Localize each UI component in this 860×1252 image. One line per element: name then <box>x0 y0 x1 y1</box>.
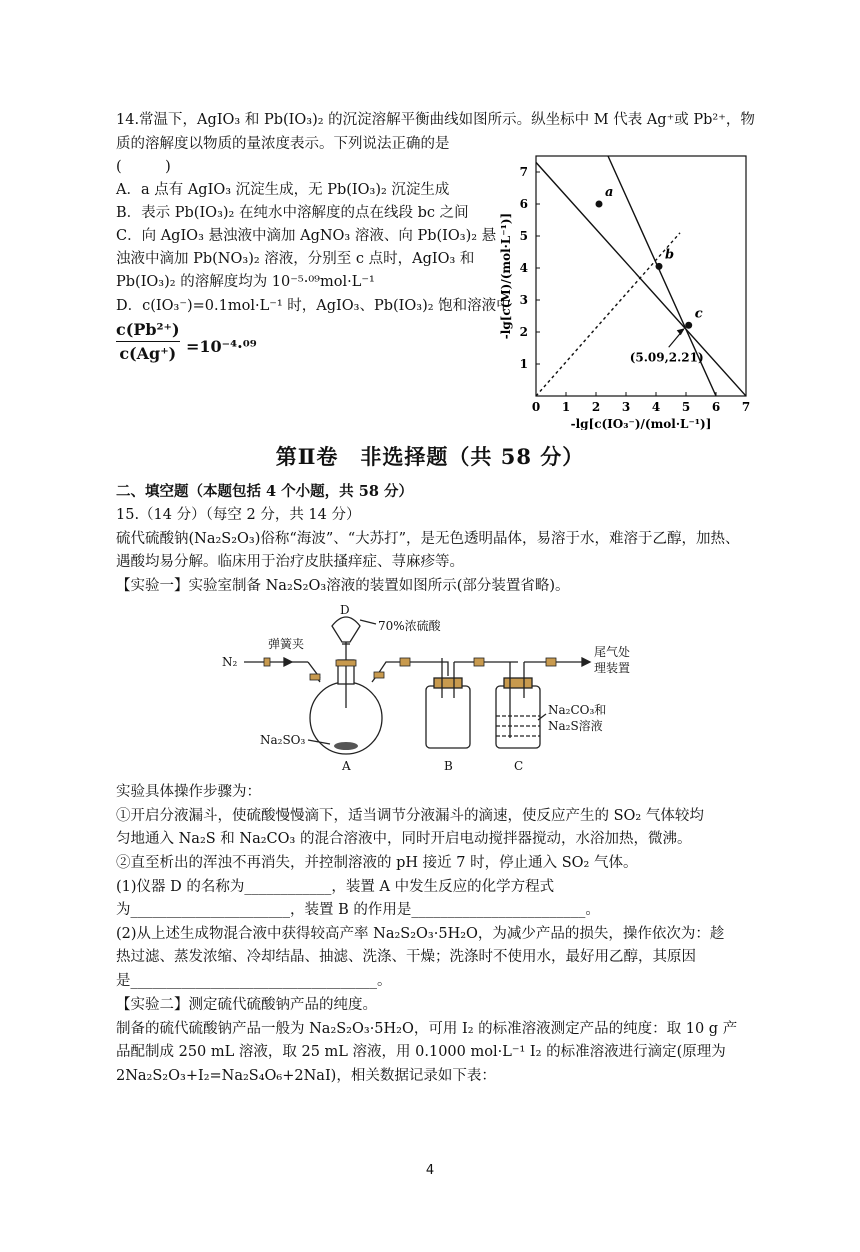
x-tick-label: 5 <box>681 400 691 414</box>
steps-heading: 实验具体操作步骤为： <box>116 784 261 800</box>
bottle-c <box>496 686 540 748</box>
label-c: C <box>514 759 524 773</box>
q15-heading: 15.（14 分）（每空 2 分，共 14 分） <box>116 507 361 523</box>
x-axis-label: -lg[c(IO₃⁻)/(mol·L⁻¹)] <box>570 417 712 430</box>
dropping-funnel-d <box>332 617 360 642</box>
y-tick-label: 6 <box>519 197 528 211</box>
step-1-b: 匀地通入 Na₂S 和 Na₂CO₃ 的混合溶液中，同时开启电动搅拌器搅动，水浴加热，微沸。 <box>116 831 692 847</box>
page-number: 4 <box>425 1163 435 1178</box>
label-tail-2: 理装置 <box>594 661 631 675</box>
annotation-label: (5.09,2.21) <box>629 350 704 365</box>
fraction-rhs: =10⁻⁴·⁰⁹ <box>186 337 257 356</box>
fraction-bar <box>116 341 180 342</box>
section-title: 第Ⅱ卷 非选择题（共 58 分） <box>275 444 585 469</box>
apparatus-diagram <box>220 598 660 778</box>
q14-option-d-fraction <box>116 320 180 363</box>
y-tick-label: 3 <box>519 293 528 307</box>
question-1-b: 为______________________，装置 B 的作用是________________________。 <box>116 902 600 918</box>
q15-intro-1: 硫代硫酸钠(Na₂S₂O₃)俗称“海波”、“大苏打”，是无色透明晶体，易溶于水，难溶于乙醇，加热、 <box>116 531 740 547</box>
label-b: B <box>444 759 453 773</box>
label-d: D <box>340 603 350 617</box>
point-b <box>656 263 663 270</box>
x-tick-label: 4 <box>651 400 661 414</box>
step-1-a: ①开启分液漏斗，使硫酸慢慢滴下，适当调节分液漏斗的滴速，使反应产生的 SO₂ 气体较均 <box>116 808 704 824</box>
question-1-a: (1)仪器 D 的名称为____________，装置 A 中发生反应的化学方程式 <box>116 879 555 895</box>
experiment-2-line-1: 制备的硫代硫酸钠产品一般为 Na₂S₂O₃·5H₂O，可用 I₂ 的标准溶液测定产品的纯度：取 10 g 产 <box>116 1021 738 1037</box>
label-n2: N₂ <box>222 655 238 669</box>
point-label-a: a <box>605 185 614 200</box>
fraction-denominator: c(Ag⁺) <box>119 344 177 363</box>
y-tick-label: 5 <box>519 229 528 243</box>
y-axis-label: -lg[c(M)/(mol·L⁻¹)] <box>499 212 513 340</box>
question-2-a: (2)从上述生成物混合液中获得较高产率 Na₂S₂O₃·5H₂O，为减少产品的损失，操作依次为：趁 <box>116 926 725 942</box>
question-2-c: 是__________________________________。 <box>116 973 392 989</box>
experiment-2-heading: 【实验二】测定硫代硫酸钠产品的纯度。 <box>116 997 377 1013</box>
y-tick-label: 1 <box>519 357 528 371</box>
label-acid: 70%浓硫酸 <box>378 619 441 633</box>
q14-line2: 质的溶解度以物质的量浓度表示。下列说法正确的是 <box>116 136 450 152</box>
annotation-arrowhead <box>677 328 685 335</box>
label-solution-1: Na₂CO₃和 <box>548 703 607 717</box>
x-tick-label: 3 <box>621 400 631 414</box>
q14-option-c-3: Pb(IO₃)₂ 的溶解度均为 10⁻⁵·⁰⁹mol·L⁻¹ <box>116 274 375 290</box>
y-tick-label: 2 <box>519 325 528 339</box>
q14-blank: ( ) <box>116 159 171 175</box>
point-label-c: c <box>694 306 703 322</box>
experiment-1-heading: 【实验一】实验室制备 Na₂S₂O₃溶液的装置如图所示(部分装置省略)。 <box>116 578 570 594</box>
q14-option-b: B．表示 Pb(IO₃)₂ 在纯水中溶解度的点在线段 bc 之间 <box>116 205 469 221</box>
x-tick-label: 7 <box>741 400 751 414</box>
fraction-numerator: c(Pb²⁺) <box>116 320 180 339</box>
point-c <box>685 322 692 329</box>
label-solution-2: Na₂S溶液 <box>548 719 603 733</box>
part-heading: 二、填空题（本题包括 4 个小题，共 58 分） <box>116 483 413 500</box>
na2so3-solid <box>334 742 358 750</box>
question-2-b: 热过滤、蒸发浓缩、冷却结晶、抽滤、洗涤、干燥；洗涤时不使用水，最好用乙醇，其原因 <box>116 949 696 965</box>
q14-line1: 14.常温下，AgIO₃ 和 Pb(IO₃)₂ 的沉淀溶解平衡曲线如图所示。纵坐标中 M 代表 Ag⁺或 Pb²⁺，物 <box>116 112 755 128</box>
point-label-b: b <box>665 247 675 263</box>
y-tick-label: 7 <box>519 165 528 179</box>
q14-option-c-2: 浊液中滴加 Pb(NO₃)₂ 溶液，分别至 c 点时，AgIO₃ 和 <box>116 251 475 267</box>
series-line-3 <box>536 233 680 396</box>
label-clamp: 弹簧夹 <box>268 637 305 651</box>
chart-plot-area <box>499 156 750 430</box>
point-a <box>596 201 603 208</box>
q14-option-d-1: D．c(IO₃⁻)=0.1mol·L⁻¹ 时，AgIO₃、Pb(IO₃)₂ 饱和溶液中 <box>116 298 511 314</box>
x-tick-label: 6 <box>711 400 721 414</box>
x-tick-label: 1 <box>561 400 571 414</box>
q14-option-a: A．a 点有 AgIO₃ 沉淀生成，无 Pb(IO₃)₂ 沉淀生成 <box>116 182 450 198</box>
step-2: ②直至析出的浑浊不再消失，并控制溶液的 pH 接近 7 时，停止通入 SO₂ 气体。 <box>116 855 638 871</box>
n2-arrowhead <box>284 658 292 666</box>
bottle-b <box>426 686 470 748</box>
experiment-2-line-3: 2Na₂S₂O₃+I₂=Na₂S₄O₆+2NaI)，相关数据记录如下表： <box>116 1068 496 1084</box>
experiment-2-line-2: 品配制成 250 mL 溶液，取 25 mL 溶液，用 0.1000 mol·L⁻¹ I₂ 的标准溶液进行滴定(原理为 <box>116 1044 726 1060</box>
y-tick-label: 4 <box>519 261 528 275</box>
q15-intro-2: 遇酸均易分解。临床用于治疗皮肤搔痒症、荨麻疹等。 <box>116 554 464 570</box>
label-a: A <box>342 759 351 773</box>
x-tick-label: 0 <box>531 400 541 414</box>
label-tail-1: 尾气处 <box>594 645 631 659</box>
x-tick-label: 2 <box>591 400 601 414</box>
solubility-chart <box>490 140 770 430</box>
label-na2so3: Na₂SO₃ <box>260 733 306 747</box>
q14-option-c-1: C．向 AgIO₃ 悬浊液中滴加 AgNO₃ 溶液、向 Pb(IO₃)₂ 悬 <box>116 228 497 244</box>
